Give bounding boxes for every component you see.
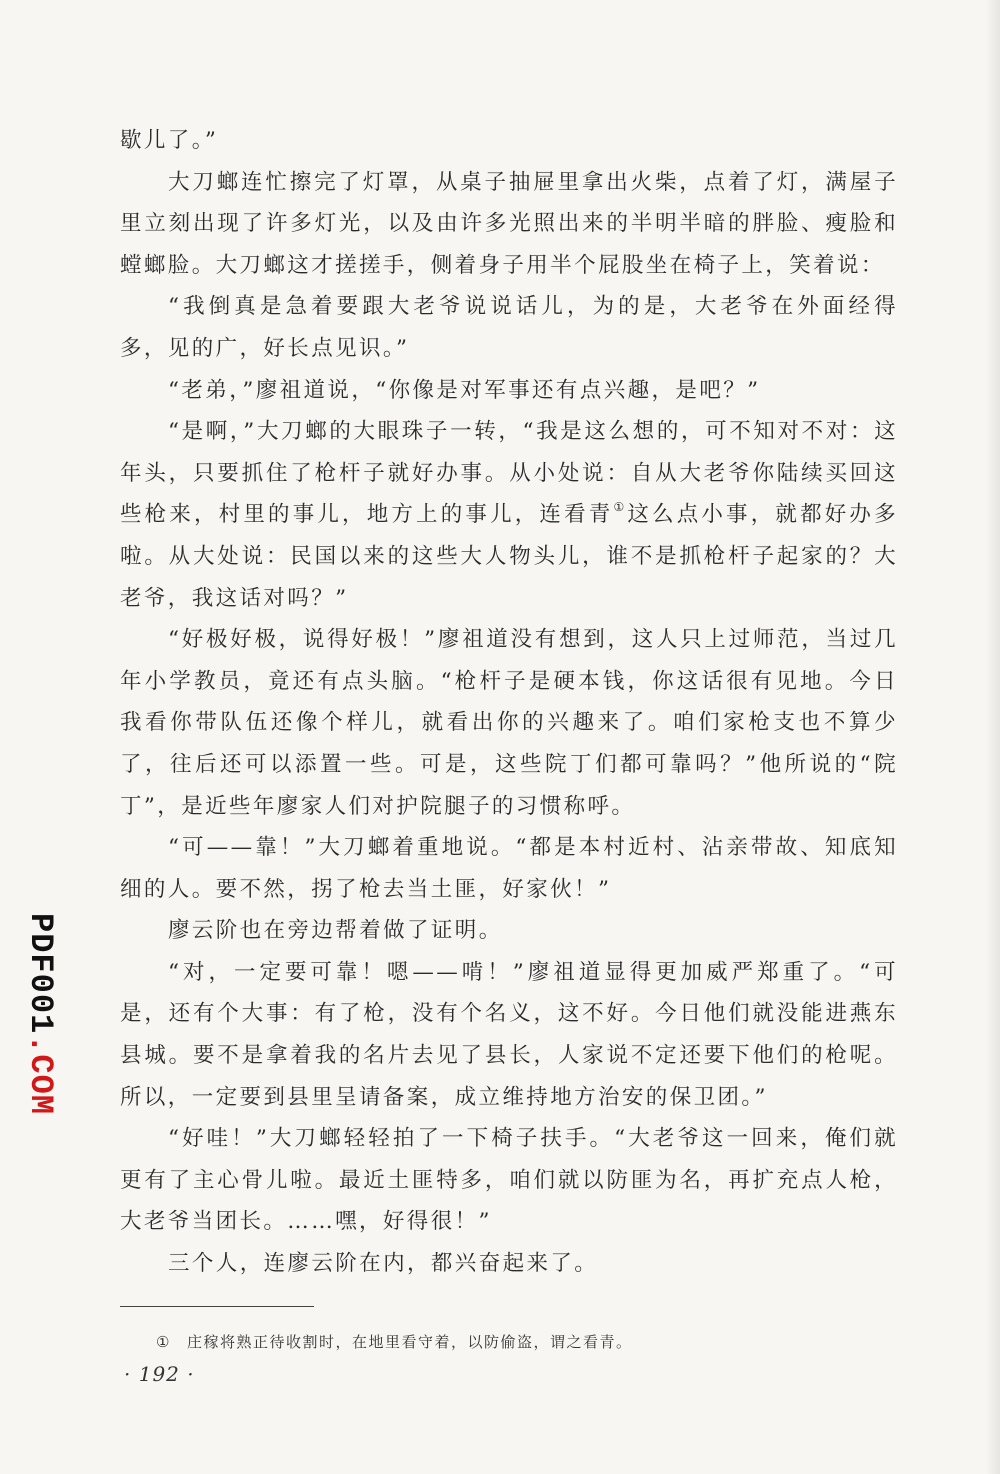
page-edge-shadow bbox=[986, 0, 1000, 1474]
paragraph-3: “我倒真是急着要跟大老爷说说话儿，为的是，大老爷在外面经得多，见的广，好长点见识。” bbox=[120, 294, 898, 361]
paragraph-11: 三个人，连廖云阶在内，都兴奋起来了。 bbox=[168, 1251, 599, 1277]
paragraph-8: 廖云阶也在旁边帮着做了证明。 bbox=[168, 918, 503, 944]
paragraph-10: “好哇！”大刀螂轻轻拍了一下椅子扶手。“大老爷这一回来，俺们就更有了主心骨儿啦。最近土匪特多，咱们就以防匪为名，再扩充点人枪，大老爷当团长。……嘿，好得很！” bbox=[120, 1126, 898, 1235]
paragraph-1: 歇儿了。” bbox=[120, 128, 219, 153]
footnote-divider bbox=[120, 1306, 314, 1307]
watermark-part1: PDF001 bbox=[22, 913, 59, 1035]
paragraph-2: 大刀螂连忙擦完了灯罩，从桌子抽屉里拿出火柴，点着了灯，满屋子里立刻出现了许多灯光，以及由许多光照出来的半明半暗的胖脸、瘦脸和螳螂脸。大刀螂这才搓搓手，侧着身子用半个屁股坐在椅子上，笑着说： bbox=[120, 169, 898, 278]
paragraph-7: “可——靠！”大刀螂着重地说。“都是本村近村、沾亲带故、知底知细的人。要不然，拐了枪去当土匪，好家伙！” bbox=[120, 835, 898, 902]
body-text bbox=[120, 120, 898, 1285]
paragraph-6: “好极好极，说得好极！”廖祖道没有想到，这人只上过师范，当过几年小学教员，竟还有点头脑。“枪杆子是硬本钱，你这话很有见地。今日我看你带队伍还像个样儿，就看出你的兴趣来了。咱们家枪支也不算少了，往后还可以添置一些。可是，这些院丁们都可靠吗？”他所说的“院丁”，是近些年廖家人们对护院腿子的习惯称呼。 bbox=[120, 627, 898, 819]
watermark-part2: .COM bbox=[22, 1034, 59, 1116]
paragraph-4: “老弟，”廖祖道说，“你像是对军事还有点兴趣，是吧？” bbox=[168, 377, 761, 403]
footnote bbox=[156, 1331, 632, 1352]
paragraph-9: “对，一定要可靠！嗯——啃！”廖祖道显得更加威严郑重了。“可是，还有个大事：有了枪，没有个名义，这不好。今日他们就没能进燕东县城。要不是拿着我的名片去见了县长，人家说不定还要下他们的枪呢。所以，一定要到县里呈请备案，成立维持地方治安的保卫团。” bbox=[120, 959, 898, 1110]
footnote-marker: ① bbox=[156, 1333, 171, 1351]
watermark bbox=[17, 913, 63, 1116]
footnote-text: 庄稼将熟正待收割时，在地里看守着，以防偷盗，谓之看青。 bbox=[186, 1333, 633, 1351]
paragraph-5 bbox=[120, 411, 898, 619]
paragraph-5-text-before-note: “是啊，”大刀螂的大眼珠子一转，“我是这么想的，可不知对不对：这年头，只要抓住了枪杆子就好办事。从小处说：自从大老爷你陆续买回这些枪来，村里的事儿，地方上的事儿，连看青 bbox=[120, 419, 898, 528]
paragraph-5-text-after-note: 这么点小事，就都好办多啦。从大处说：民国以来的这些大人物头儿，谁不是抓枪杆子起家的？大老爷，我这话对吗？” bbox=[120, 502, 898, 611]
footnote-reference: ① bbox=[613, 500, 628, 515]
page-number: · 192 · bbox=[124, 1362, 195, 1386]
